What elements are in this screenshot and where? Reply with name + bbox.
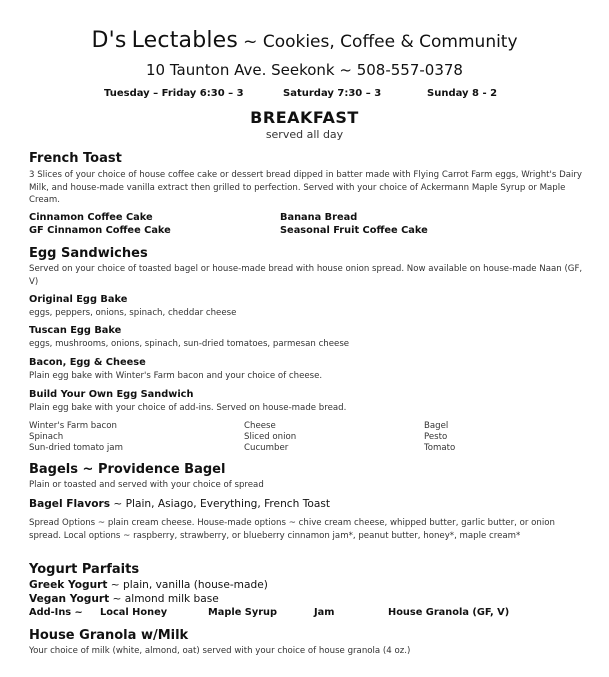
addin-option: Tomato — [424, 443, 456, 453]
menu-title: BREAKFAST — [250, 108, 359, 127]
yogurt-addin: House Granola (GF, V) — [388, 607, 510, 618]
menu-subtitle: served all day — [265, 128, 344, 141]
vegan-yogurt — [29, 593, 219, 605]
section-heading-bagels: Bagels ~ Providence Bagel — [29, 462, 226, 477]
yogurt-addin: Local Honey — [100, 607, 168, 618]
egg-item-name: Build Your Own Egg Sandwich — [29, 389, 194, 400]
french-toast-option: Banana Bread — [280, 212, 358, 223]
french-toast-option: GF Cinnamon Coffee Cake — [29, 225, 171, 236]
french-toast-option: Cinnamon Coffee Cake — [29, 212, 153, 223]
hours-saturday: Saturday 7:30 – 3 — [283, 88, 382, 99]
addin-option: Sun-dried tomato jam — [29, 443, 123, 453]
business-name: D's — [91, 28, 127, 53]
addin-option: Sliced onion — [244, 432, 297, 442]
yogurt-addins-label: Add-Ins ~ — [29, 607, 83, 618]
greek-yogurt-options: ~ plain, vanilla (house-made) — [110, 579, 268, 591]
spread-options: Spread Options ~ plain cream cheese. House-made options ~ chive cream cheese, whipped butter, garlic butter, or onion spread. Local options ~ raspberry, strawberry, or blueberry cinnamon jam*, peanut butter, honey*, maple cream* — [29, 518, 555, 541]
egg-sandwiches-description: Served on your choice of toasted bagel or house-made bread with house onion spread. Now available on house-made Naan (GF, V) — [29, 264, 583, 287]
section-heading-yogurt: Yogurt Parfaits — [29, 562, 140, 577]
granola-description: Your choice of milk (white, almond, oat) served with your choice of house granola (4 oz.) — [29, 646, 411, 656]
addin-option: Bagel — [424, 421, 449, 431]
business-address: 10 Taunton Ave. Seekonk ~ 508-557-0378 — [146, 61, 463, 79]
yogurt-addin: Jam — [314, 607, 335, 618]
vegan-yogurt-label: Vegan Yogurt — [29, 593, 110, 605]
egg-item-detail: Plain egg bake with your choice of add-ins. Served on house-made bread. — [29, 403, 347, 413]
addin-option: Cheese — [244, 421, 276, 431]
business-header — [0, 28, 609, 53]
section-heading-granola: House Granola w/Milk — [29, 628, 189, 643]
bagels-description: Plain or toasted and served with your choice of spread — [29, 480, 264, 490]
egg-item-detail: Plain egg bake with Winter's Farm bacon and your choice of cheese. — [29, 371, 323, 381]
french-toast-description: 3 Slices of your choice of house coffee cake or dessert bread dipped in batter made with Flying Carrot Farm eggs, Wright's Dairy Milk, and house-made vanilla extract then grilled to perfection. Served with your choice of Ackermann Maple Syrup or Maple Cream. — [29, 170, 582, 205]
bagel-flavors-label: Bagel Flavors — [29, 498, 111, 510]
addin-option: Pesto — [424, 432, 448, 442]
vegan-yogurt-options: ~ almond milk base — [112, 593, 219, 605]
addin-option: Cucumber — [244, 443, 289, 453]
greek-yogurt-label: Greek Yogurt — [29, 579, 108, 591]
egg-item-name: Tuscan Egg Bake — [29, 325, 122, 336]
egg-item-name: Original Egg Bake — [29, 294, 128, 305]
section-heading-egg-sandwiches: Egg Sandwiches — [29, 246, 148, 261]
business-tagline: ~ Cookies, Coffee & Community — [243, 32, 518, 52]
egg-item-name: Bacon, Egg & Cheese — [29, 357, 146, 368]
egg-item-detail: eggs, peppers, onions, spinach, cheddar cheese — [29, 308, 237, 318]
hours-sunday: Sunday 8 - 2 — [427, 88, 498, 99]
french-toast-option: Seasonal Fruit Coffee Cake — [280, 225, 428, 236]
yogurt-addin: Maple Syrup — [208, 607, 278, 618]
section-heading-french-toast: French Toast — [29, 151, 122, 166]
bagel-flavors — [29, 498, 330, 510]
hours-weekday: Tuesday – Friday 6:30 – 3 — [104, 88, 244, 99]
egg-item-detail: eggs, mushrooms, onions, spinach, sun-dried tomatoes, parmesan cheese — [29, 339, 350, 349]
greek-yogurt — [29, 579, 268, 591]
bagel-flavors-list: ~ Plain, Asiago, Everything, French Toast — [113, 498, 331, 510]
addin-option: Spinach — [29, 432, 64, 442]
business-name-lectables: Lectables — [131, 28, 239, 53]
addin-option: Winter's Farm bacon — [29, 421, 117, 431]
